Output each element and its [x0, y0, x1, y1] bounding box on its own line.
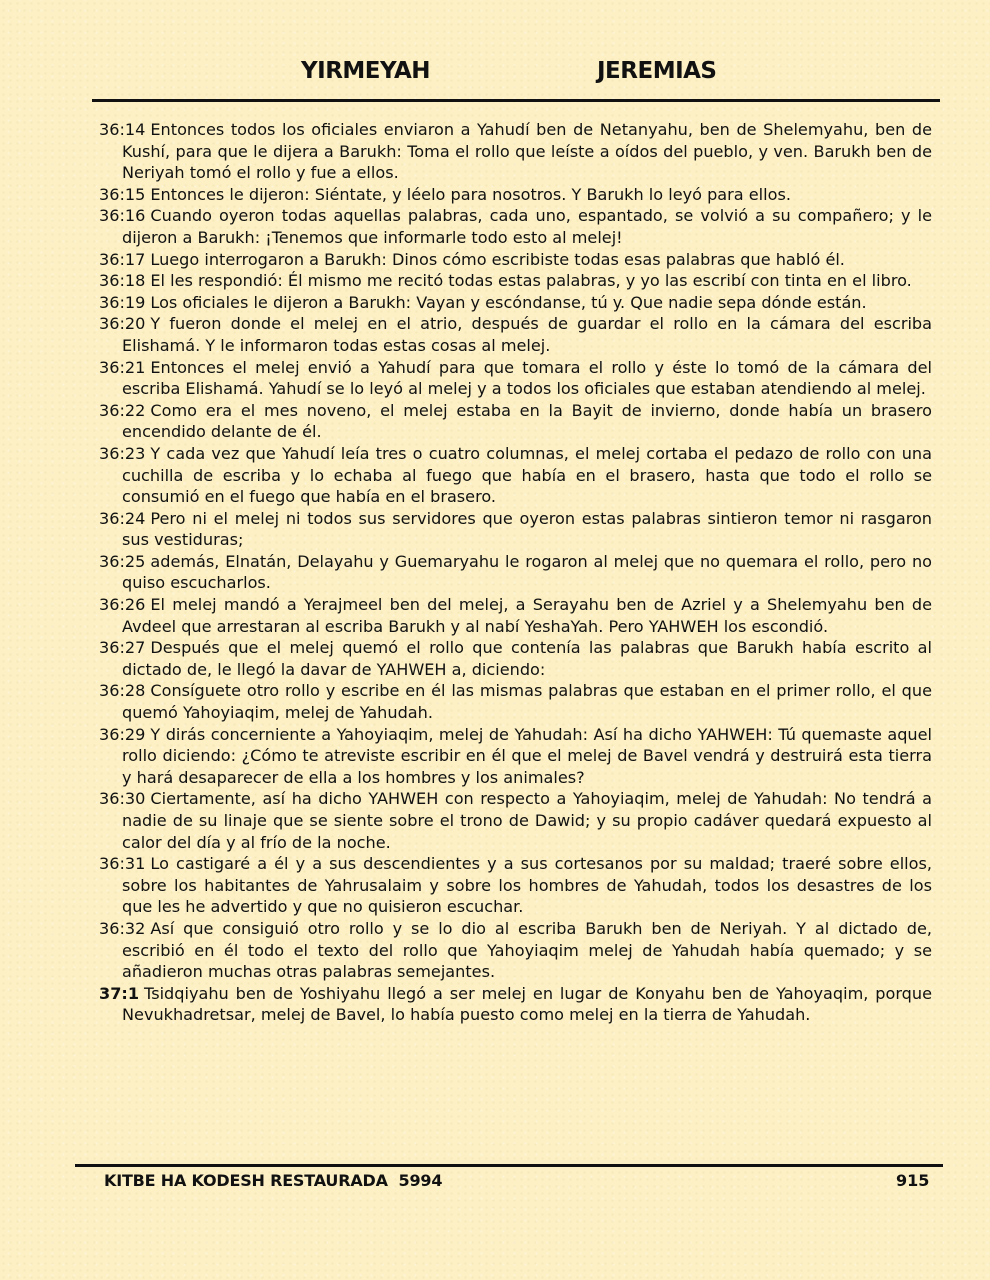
verse-text: Cuando oyeron todas aquellas palabras, cada uno, espantado, se volvió a su compañero; y le dijeron a Barukh: ¡Tenemos que informarle todo esto al melej!	[122, 206, 932, 247]
verse-reference: 36:29	[99, 724, 146, 744]
verse-text: Pero ni el melej ni todos sus servidores que oyeron estas palabras sintieron temor ni rasgaron sus vestiduras;	[122, 508, 932, 550]
verse-text: El melej mandó a Yerajmeel ben del melej, a Serayahu ben de Azriel y a Shelemyahu ben de Avdeel que arrestaran al escriba Barukh y al nabí YeshaYah. Pero YAHWEH los escondió.	[122, 595, 932, 636]
verse-reference: 36:28	[99, 681, 146, 701]
verse-reference: 36:15	[99, 184, 146, 204]
verse-reference: 36:26	[99, 595, 146, 615]
verse-text: Ciertamente, así ha dicho YAHWEH con respecto a Yahoyiaqim, melej de Yahudah: No tendrá a nadie de su linaje que se siente sobre el trono de Dawid; y su propio cadáver quedará expuesto al calor del día y al frío de la noche.	[122, 789, 932, 852]
verse	[99, 443, 932, 508]
page-header	[0, 58, 990, 92]
verse-text: Entonces todos los oficiales enviaron a Yahudí ben de Netanyahu, ben de Shelemyahu, ben de Kushí, para que le dijera a Barukh: Toma el rollo que leíste a oídos del pueblo, y ven. Barukh ben de Neriyah tomó el rollo y fue a ellos.	[122, 120, 932, 183]
verse	[99, 119, 932, 184]
verse-reference: 36:32	[99, 918, 146, 938]
verse-reference: 36:31	[99, 854, 146, 874]
book-title-hebrew: YIRMEYAH	[301, 58, 431, 84]
verse-reference: 36:14	[99, 120, 146, 139]
verse-text: Después que el melej quemó el rollo que contenía las palabras que Barukh había escrito al dictado de, le llegó la davar de YAHWEH a, diciendo:	[122, 638, 932, 679]
verse-text: además, Elnatán, Delayahu y Guemaryahu le rogaron al melej que no quemara el rollo, pero no quiso escucharlos.	[122, 551, 932, 593]
verse-list	[99, 119, 932, 1026]
verse-text: Los oficiales le dijeron a Barukh: Vayan y escóndanse, tú y. Que nadie sepa dónde están.	[150, 292, 867, 312]
verse	[99, 313, 932, 356]
verse	[99, 918, 932, 983]
verse-reference: 36:25	[99, 551, 146, 571]
verse-reference: 36:27	[99, 638, 146, 658]
verse-text: Entonces le dijeron: Siéntate, y léelo para nosotros. Y Barukh lo leyó para ellos.	[150, 184, 791, 204]
verse-reference: 36:17	[99, 249, 146, 269]
verse	[99, 184, 932, 206]
verse	[99, 724, 932, 789]
verse	[99, 637, 932, 680]
page-number: 915	[896, 1171, 930, 1190]
verse	[99, 292, 932, 314]
verse	[99, 249, 932, 271]
verse	[99, 551, 932, 594]
verse	[99, 205, 932, 248]
verse-text: Así que consiguió otro rollo y se lo dio al escriba Barukh ben de Neriyah. Y al dictado de, escribió en él todo el texto del rollo que Yahoyiaqim melej de Yahudah había quemado; y se añadieron muchas otras palabras semejantes.	[122, 918, 932, 982]
verse	[99, 788, 932, 853]
book-title-spanish: JEREMIAS	[597, 58, 717, 84]
verse	[99, 357, 932, 400]
footer-divider	[75, 1164, 943, 1167]
verse	[99, 680, 932, 723]
verse-text: Entonces el melej envió a Yahudí para que tomara el rollo y éste lo tomó de la cámara del escriba Elishamá. Yahudí se lo leyó al melej y a todos los oficiales que estaban atendiendo al melej.	[122, 357, 932, 399]
verse-text: Lo castigaré a él y a sus descendientes y a sus cortesanos por su maldad; traeré sobre ellos, sobre los habitantes de Yahrusalaim y sobre los hombres de Yahudah, todos los desastres de los que les he advertido y que no quisieron escuchar.	[122, 854, 932, 917]
verse	[99, 508, 932, 551]
verse	[99, 400, 932, 443]
verse-text: Y cada vez que Yahudí leía tres o cuatro columnas, el melej cortaba el pedazo de rollo con una cuchilla de escriba y lo echaba al fuego que había en el brasero, hasta que todo el rollo se consumió en el fuego que había en el brasero.	[122, 443, 932, 507]
verse-reference: 36:23	[99, 443, 146, 463]
verse-text: El les respondió: Él mismo me recitó todas estas palabras, y yo las escribí con tinta en el libro.	[150, 271, 912, 291]
footer-publication-title: KITBE HA KODESH RESTAURADA 5994	[104, 1171, 443, 1190]
verse-reference: 36:20	[99, 314, 146, 334]
verse-reference: 36:24	[99, 508, 146, 528]
verse-text: Y fueron donde el melej en el atrio, después de guardar el rollo en la cámara del escriba Elishamá. Y le informaron todas estas cosas al melej.	[122, 314, 932, 355]
verse-text: Consíguete otro rollo y escribe en él las mismas palabras que estaban en el primer rollo, el que quemó Yahoyiaqim, melej de Yahudah.	[122, 681, 932, 723]
verse-text: Como era el mes noveno, el melej estaba en la Bayit de invierno, donde había un brasero encendido delante de él.	[122, 400, 932, 442]
header-divider	[92, 99, 940, 102]
verse	[99, 983, 932, 1026]
verse-text: Y dirás concerniente a Yahoyiaqim, melej de Yahudah: Así ha dicho YAHWEH: Tú quemaste aquel rollo diciendo: ¿Cómo te atreviste escribir en él que el melej de Bavel vendrá y destruirá esta tierra y hará desaparecer de ella a los hombres y los animales?	[122, 724, 932, 787]
verse-text: Tsidqiyahu ben de Yoshiyahu llegó a ser melej en lugar de Konyahu ben de Yahoyaqim, porque Nevukhadretsar, melej de Bavel, lo había puesto como melej en la tierra de Yahudah.	[122, 983, 932, 1025]
verse-reference: 36:22	[99, 400, 146, 420]
verse-reference: 36:19	[99, 292, 146, 312]
verse-reference: 37:1	[99, 983, 140, 1003]
verse	[99, 853, 932, 918]
verse-reference: 36:18	[99, 271, 146, 291]
verse	[99, 270, 932, 292]
verse	[99, 594, 932, 637]
verse-reference: 36:16	[99, 206, 146, 226]
verse-text: Luego interrogaron a Barukh: Dinos cómo escribiste todas esas palabras que habló él.	[150, 249, 845, 269]
verse-reference: 36:30	[99, 789, 146, 809]
verse-reference: 36:21	[99, 357, 146, 377]
